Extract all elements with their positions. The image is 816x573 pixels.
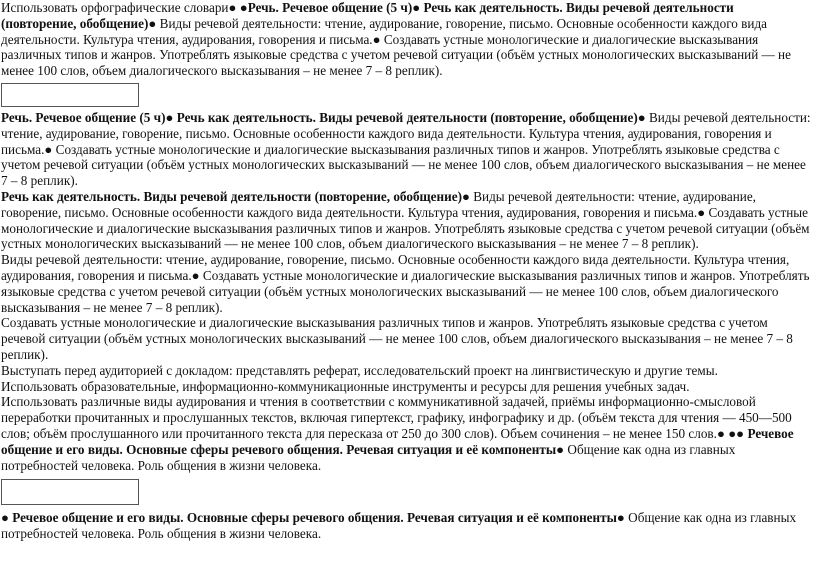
paragraph-speech-activity	[1, 189, 812, 252]
paragraph-ict-tools	[1, 379, 812, 395]
heading-speech-communication: Речь. Речевое общение (5 ч)	[1, 109, 166, 125]
heading-speech-communication-types: Речевое общение и его виды. Основные сферы речевого общения. Речевая ситуация и её компоненты	[12, 510, 617, 526]
empty-frame	[1, 83, 139, 107]
text: Общение как одна из главных потребностей человека. Роль общения в жизни человека.	[1, 441, 736, 473]
bullet-icon: ●	[616, 510, 625, 526]
bullet-icon: ●	[44, 141, 53, 157]
text: Создавать устные монологические и диалогические высказывания различных типов и жанров. Употреблять языковые средства с учетом речевой ситуации (объём устных монологических высказываний — не менее 100 слов, объем диалогического высказывания – не менее 7 – 8 реплик).	[1, 31, 791, 79]
bold-text	[1, 189, 470, 204]
bullet-icon: ●	[716, 425, 725, 441]
bullet-icon: ●	[1, 510, 9, 526]
bullet-icon: ●	[228, 0, 237, 15]
bullet-icon: ●	[412, 0, 421, 15]
bullet-icon: ●	[697, 204, 706, 220]
text: Использовать различные виды аудирования и чтения в соответствии с коммуникативной задачей, приёмы информационно-смысловой переработки прочитанных и прослушанных текстов, включая гипертекст, графику, инфографику и др. (объём текста для чтения — 450—500 слов; объём прослушанного или прочитанного текста для пересказа от 250 до 300 слов). Объем сочинения – не менее 150 слов.	[1, 394, 792, 441]
paragraph-create-statements	[1, 315, 812, 362]
paragraph-reading-listening	[1, 394, 812, 473]
empty-frame	[1, 479, 139, 505]
text: Виды речевой деятельности: чтение, аудирование, говорение, письмо. Основные особенности каждого вида деятельности. Культура чтения, аудирования, говорения и письма.	[1, 252, 790, 283]
bullet-icon: ●	[372, 31, 381, 47]
text: Использовать орфографические словари	[1, 0, 229, 15]
text: Создавать устные монологические и диалогические высказывания различных типов и жанров. Употреблять языковые средства с учетом речевой ситуации (объём устных монологических высказываний — не менее 100 слов, объем диалогического высказывания – не менее 7 – 8 реплик).	[1, 141, 806, 189]
bullet-icon: ●	[191, 267, 200, 283]
paragraph-communication-needs	[1, 510, 812, 542]
heading-speech-communication: Речь. Речевое общение (5 ч)	[247, 0, 413, 15]
bullet-icon: ●	[728, 425, 737, 441]
bullet-icon: ●	[239, 0, 248, 15]
bullet-icon: ●	[736, 425, 745, 441]
paragraph-intro	[1, 0, 812, 79]
text: Виды речевой деятельности: чтение, аудирование, говорение, письмо. Основные особенности каждого вида деятельности. Культура чтения, аудирования, говорения и письма.	[1, 15, 768, 47]
text: Использовать образовательные, информационно-коммуникационные инструменты и ресурсы для решения учебных задач.	[1, 378, 690, 394]
paragraph-activity-types	[1, 252, 812, 315]
text: Создавать устные монологические и диалогические высказывания различных типов и жанров. Употреблять языковые средства с учетом речевой ситуации (объём устных монологических высказываний — не менее 100 слов, объем диалогического высказывания – не менее 7 – 8 реплик).	[1, 315, 793, 362]
text: Виды речевой деятельности: чтение, аудирование, говорение, письмо. Основные особенности каждого вида деятельности. Культура чтения, аудирования, говорения и письма.	[1, 188, 756, 220]
bullet-icon: ●	[148, 15, 157, 31]
heading-speech-communication-types: Речевое общение и его виды. Основные сферы речевого общения. Речевая ситуация и её компоненты	[1, 425, 794, 457]
bullet-icon: ●	[637, 109, 646, 125]
bold-text	[1, 110, 646, 125]
bullet-icon: ●	[461, 188, 470, 204]
text: Выступать перед аудиторией с докладом: представлять реферат, исследовательский проект на лингвистическую и другие темы.	[1, 362, 718, 378]
paragraph-report	[1, 363, 812, 379]
bullet-icon: ●	[165, 109, 174, 125]
heading-speech-activity: Речь как деятельность. Виды речевой деятельности (повторение, обобщение)	[176, 109, 638, 125]
text: Создавать устные монологические и диалогические высказывания различных типов и жанров. Употреблять языковые средства с учетом речевой ситуации (объём устных монологических высказываний — не менее 100 слов, объем диалогического высказывания – не менее 7 – 8 реплик).	[1, 267, 810, 315]
heading-speech-activity: Речь как деятельность. Виды речевой деятельности (повторение, обобщение)	[1, 188, 462, 204]
heading-speech-activity: Речь как деятельность. Виды речевой деятельности (повторение, обобщение)	[1, 0, 734, 31]
bold-text	[1, 510, 625, 525]
text: Общение как одна из главных потребностей человека. Роль общения в жизни человека.	[1, 510, 797, 542]
text: Создавать устные монологические и диалогические высказывания различных типов и жанров. Употреблять языковые средства с учетом речевой ситуации (объём устных монологических высказываний — не менее 100 слов, объем диалогического высказывания – не менее 7 – 8 реплик).	[1, 204, 810, 252]
paragraph-speech-communication	[1, 110, 812, 189]
bullet-icon: ●	[556, 441, 565, 457]
text: Виды речевой деятельности: чтение, аудирование, говорение, письмо. Основные особенности каждого вида деятельности. Культура чтения, аудирования, говорения и письма.	[1, 109, 811, 157]
